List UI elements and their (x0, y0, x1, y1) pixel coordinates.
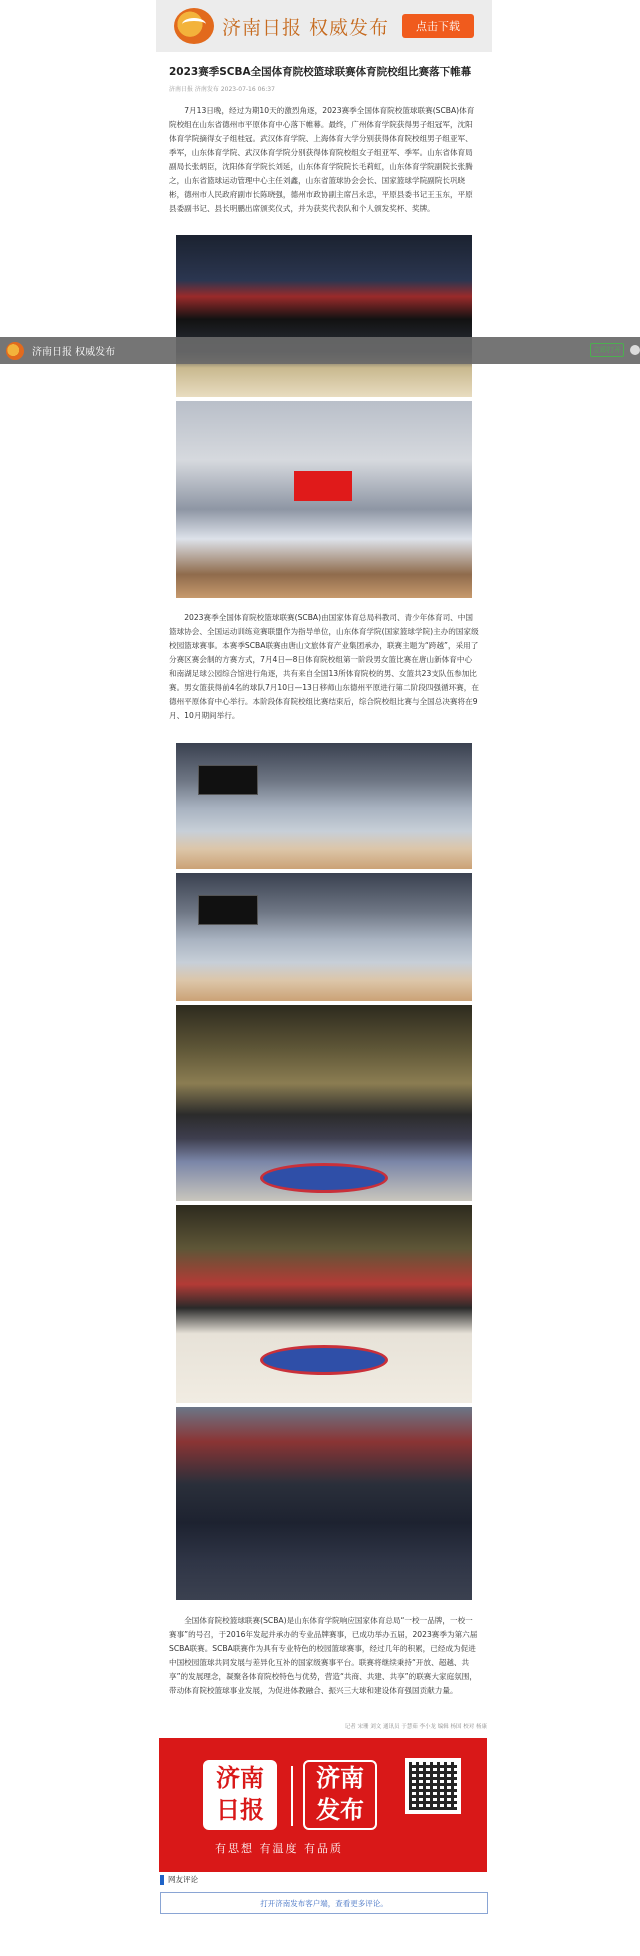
qr-code-icon (405, 1758, 461, 1814)
open-app-button[interactable]: 立即打开 (590, 343, 624, 357)
article-photo-game-action-1[interactable] (176, 743, 472, 869)
article-photo-ceremony-group[interactable] (176, 235, 472, 397)
article-paragraph-1: 7月13日晚，经过为期10天的激烈角逐，2023赛季全国体育院校篮球联赛(SCBA)体育院校组在山东省德州市平原体育中心落下帷幕。最终，广州体育学院获得男子组冠军，沈阳体育学院摘得女子组桂冠。武汉体育学院、上海体育大学分别获得体育院校组男子组亚军、季军，山东体育学院、武汉体育学院分别获得体育院校组女子组亚军、季军。山东省体育局副局长张炳臣，沈阳体育学院长刘延，山东体育学院院长毛莉虹，山东体育学院副院长张腾之，山东省篮球运动管理中心主任刘鑫，山东省篮球协会会长、国家篮球学院副院长巩晓彬，德州市人民政府副市长陈晓强，德州市政协副主席吕永忠，平原县委书记王玉东，平原县委副书记、县长明鹏出席颁奖仪式，并为获奖代表队和个人颁发奖杯、奖牌。 (169, 106, 475, 213)
article-photo-team-lineup[interactable] (176, 401, 472, 598)
article-paragraph-2: 2023赛季全国体育院校篮球联赛(SCBA)由国家体育总局科教司、青少年体育司、中国篮球协会、全国运动训练竞赛联盟作为指导单位，山东体育学院(国家篮球学院)主办的国家级校园篮球赛事。本赛季SCBA联赛由唐山文旅体育产业集团承办，联赛主题为“跨越”，采用了分赛区赛会制的方赛方式，7月4日—8日体育院校组第一阶段男女篮比赛在唐山新体育中心和南湖足球公园综合馆进行角逐，共有来自全国13所体育院校的男、女篮共23支队伍参加比赛。男女篮获得前4名的球队7月10日—13日移师山东德州平原进行第二阶段四强循环赛，在德州平原体育中心举行。本阶段体育院校组比赛结束后，综合院校组比赛与全国总决赛将在9月、10月期间举行。 (169, 613, 479, 720)
flag-image (294, 471, 352, 501)
brand-jinan-daily: 济南日报 (203, 1760, 277, 1830)
open-app-bar-text: 济南日报 权威发布 (32, 347, 116, 358)
article-title: 2023赛季SCBA全国体育院校篮球联赛体育院校组比赛落下帷幕 (169, 66, 472, 78)
article-photo-trophy-presentation[interactable] (176, 1407, 472, 1600)
open-client-for-comments-button[interactable]: 打开济南发布客户端，查看更多评论。 (160, 1892, 488, 1914)
close-icon[interactable] (630, 345, 640, 355)
scba-court-logo (260, 1345, 388, 1375)
comments-label: 网友评论 (168, 1875, 198, 1884)
scoreboard-image (198, 895, 258, 925)
app-title: 济南日报 权威发布 (222, 16, 390, 39)
scoreboard-image (198, 765, 258, 795)
app-download-banner (156, 0, 492, 52)
brand-jinan-release: 济南发布 (303, 1760, 377, 1830)
article-photo-game-action-2[interactable] (176, 873, 472, 1001)
section-marker-icon (160, 1875, 164, 1885)
article-photo-awards-court[interactable] (176, 1205, 472, 1403)
banner-slogan: 有思想 有温度 有品质 (215, 1842, 343, 1855)
jinan-daily-logo-icon (174, 8, 214, 44)
jinan-daily-logo-icon (6, 342, 24, 360)
comments-header (160, 1874, 198, 1885)
scba-court-logo (260, 1163, 388, 1193)
article-photo-champion-celebration[interactable] (176, 1005, 472, 1201)
promo-banner[interactable] (159, 1738, 487, 1872)
download-button[interactable]: 点击下载 (402, 14, 474, 38)
divider (291, 1766, 293, 1826)
article-paragraph-3: 全国体育院校篮球联赛(SCBA)是山东体育学院响应国家体育总局“一校一品牌，一校一赛事”的号召，于2016年发起并承办的专业品牌赛事，已成功举办五届，2023赛季为第六届SCBA联赛。SCBA联赛作为具有专业特色的校园篮球赛事，经过几年的积累，已经成为促进中国校园篮球共同发展与差异化互补的国家级赛事平台。联赛将继续秉持“开放、超越、共享”的发展理念，凝聚各体育院校特色与优势，营造“共商、共建、共享”的联赛大家庭氛围，带动体育院校篮球事业发展，为促进体教融合、振兴三大球和建设体育强国贡献力量。 (169, 1616, 478, 1695)
article-meta: 济南日报 济南发布 2023-07-16 06:37 (169, 86, 275, 93)
article-credits: 记者 宋珊 刘文 通讯员 于慧茹 李小龙 编辑 杨国 校对 杨康 (344, 1724, 487, 1730)
open-app-bar (0, 337, 640, 364)
